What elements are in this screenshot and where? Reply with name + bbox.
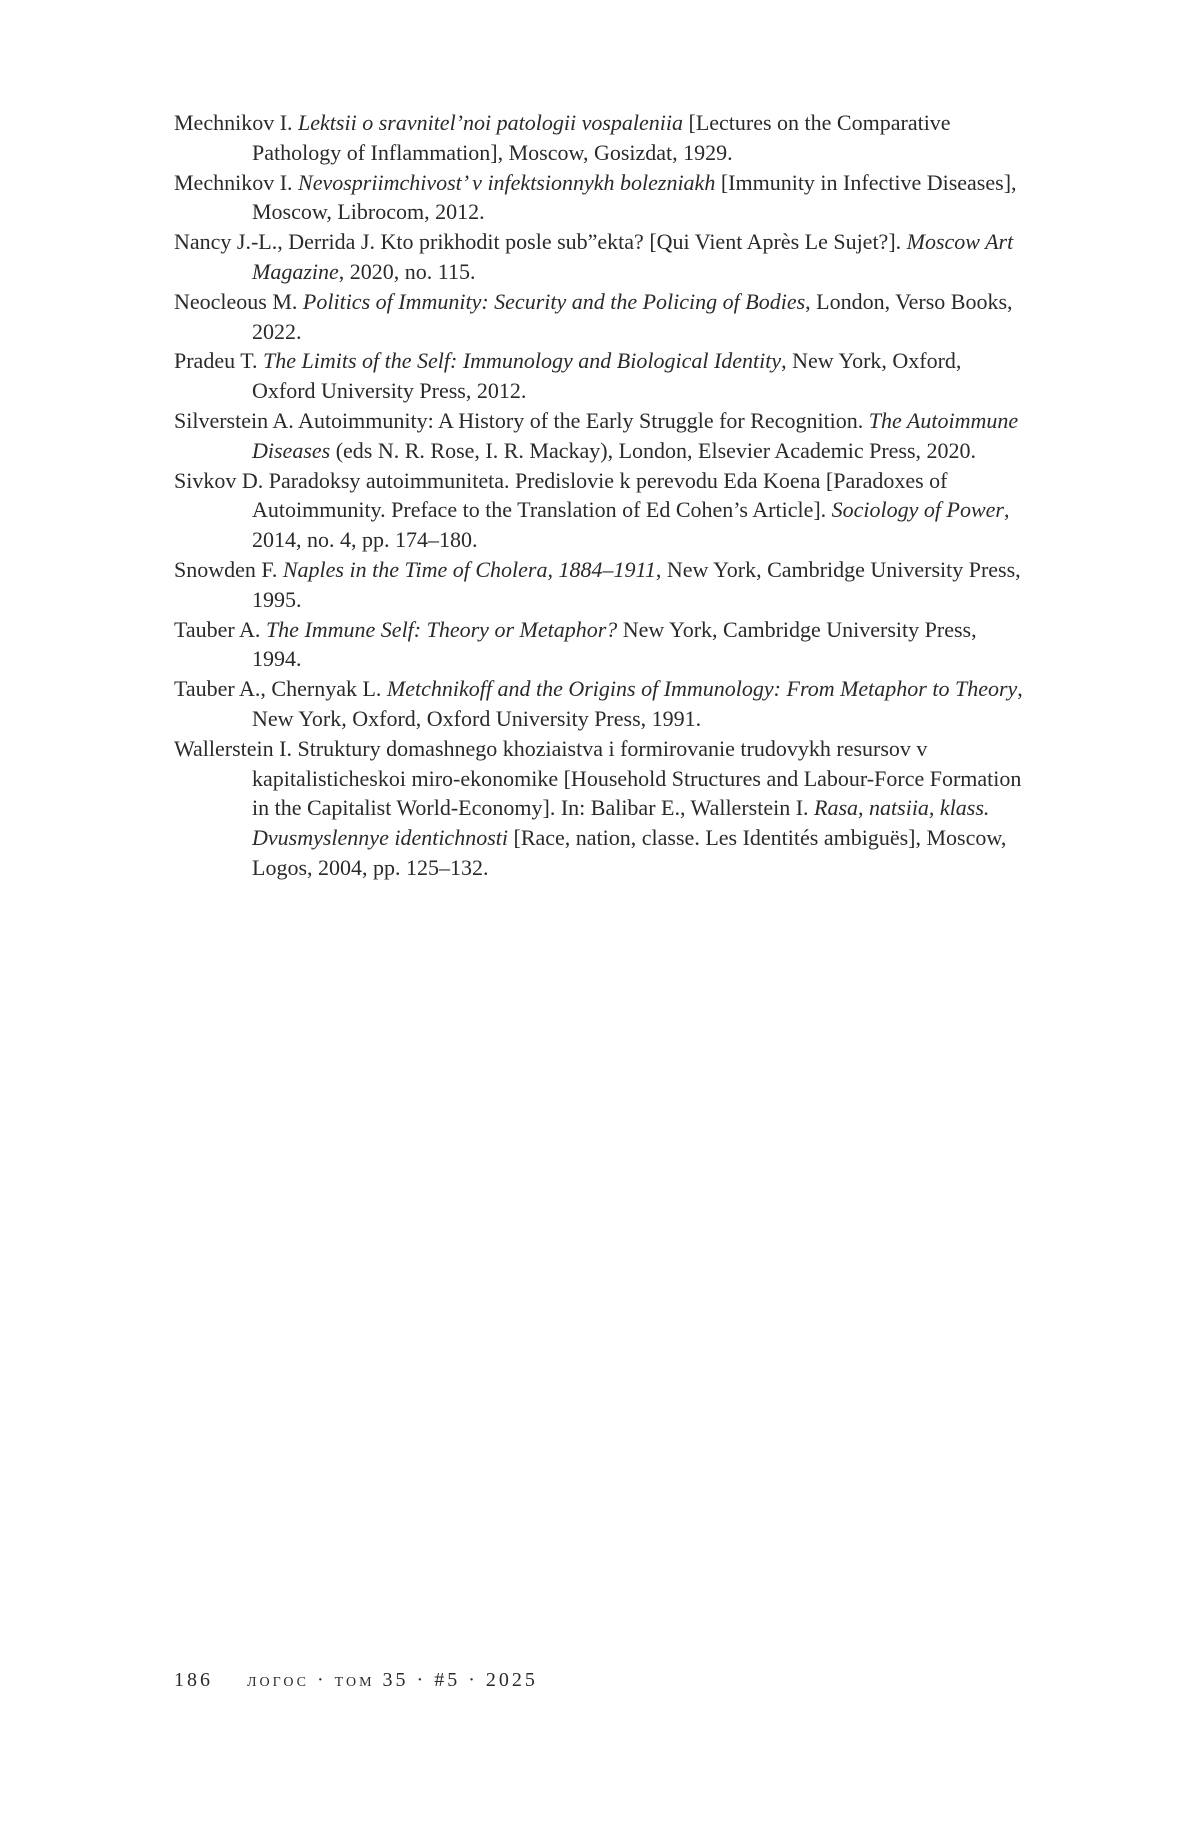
reference-text: Tauber A. <box>174 616 266 642</box>
reference-title: Nevospriimchivost’ v infektsionnykh bolezniakh <box>298 169 716 195</box>
reference-title: The Immune Self: Theory or Metaphor? <box>265 616 618 642</box>
reference-text: , 2014, no. 4, pp. 174–180. <box>252 497 1010 553</box>
reference-text: , 2020, no. 115. <box>338 258 476 284</box>
reference-text: Snowden F. <box>174 556 283 582</box>
reference-text: , New York, Cambridge University Press, 1995. <box>252 556 1021 612</box>
reference-entry <box>174 555 1024 615</box>
journal-running-title: логос · том 35 · #5 · 2025 <box>247 1669 538 1691</box>
reference-text: Sivkov D. Paradoksy autoimmuniteta. Predislovie k perevodu Eda Koena [Paradoxes of Autoimmunity. Preface to the Translation of Ed Cohen’s Article]. <box>174 467 948 523</box>
page-footer <box>174 1669 538 1692</box>
reference-text: Neocleous M. <box>174 288 303 314</box>
reference-title: Politics of Immunity: Security and the Policing of Bodies <box>302 288 806 314</box>
reference-title: Sociology of Power <box>831 497 1004 523</box>
reference-entry <box>174 734 1024 883</box>
reference-text: Nancy J.-L., Derrida J. Kto prikhodit posle sub”ekta? [Qui Vient Après Le Sujet?]. <box>174 229 907 255</box>
reference-text: New York, Cambridge University Press, 1994. <box>252 616 977 672</box>
reference-text: , London, Verso Books, 2022. <box>252 288 1013 344</box>
reference-text: (eds N. R. Rose, I. R. Mackay), London, Elsevier Academic Press, 2020. <box>330 437 977 463</box>
reference-entry <box>174 168 1024 228</box>
reference-entry <box>174 615 1024 675</box>
reference-list <box>174 108 1024 883</box>
reference-entry <box>174 406 1024 466</box>
reference-text: [Immunity in Infective Diseases], Moscow, Librocom, 2012. <box>252 169 1017 225</box>
reference-text: [Race, nation, classe. Les Identités ambiguës], Moscow, Logos, 2004, pp. 125–132. <box>252 825 1007 880</box>
reference-text: Mechnikov I. <box>174 110 299 135</box>
reference-title: Rasa, natsiia, klass. Dvusmyslennye identichnosti <box>252 795 990 851</box>
reference-text: , New York, Oxford, Oxford University Press, 2012. <box>252 348 962 404</box>
reference-entry <box>174 674 1024 734</box>
reference-text: Silverstein A. Autoimmunity: A History of the Early Struggle for Recognition. <box>174 407 869 433</box>
page-number: 186 <box>174 1669 213 1691</box>
reference-text: [Lectures on the Comparative Pathology of Inflammation], Moscow, Gosizdat, 1929. <box>252 110 951 165</box>
reference-text: , New York, Oxford, Oxford University Press, 1991. <box>252 676 1023 731</box>
reference-entry <box>174 108 1024 168</box>
reference-text: Tauber A., Chernyak L. <box>174 676 387 702</box>
reference-text: Mechnikov I. <box>174 169 299 195</box>
reference-text: Pradeu T. <box>174 348 263 374</box>
reference-title: The Limits of the Self: Immunology and Biological Identity <box>263 348 782 374</box>
reference-entry <box>174 466 1024 555</box>
reference-text: Wallerstein I. Struktury domashnego khoziaistva i formirovanie trudovykh resursov v kapitalisticheskoi miro-ekonomike [Household Structures and Labour-Force Formation in the Capitalist World-Economy]. In: Balibar E., Wallerstein I. <box>174 735 1022 821</box>
reference-entry <box>174 287 1024 347</box>
reference-title: The Autoimmune Diseases <box>252 407 1019 463</box>
reference-title: Metchnikoff and the Origins of Immunology: From Metaphor to Theory <box>386 676 1018 702</box>
reference-entry <box>174 346 1024 406</box>
reference-title: Naples in the Time of Cholera, 1884–1911 <box>282 556 656 582</box>
reference-title: Lektsii o sravnitel’noi patologii vospaleniia <box>298 110 683 135</box>
reference-entry <box>174 227 1024 287</box>
reference-title: Moscow Art Magazine <box>252 229 1014 284</box>
